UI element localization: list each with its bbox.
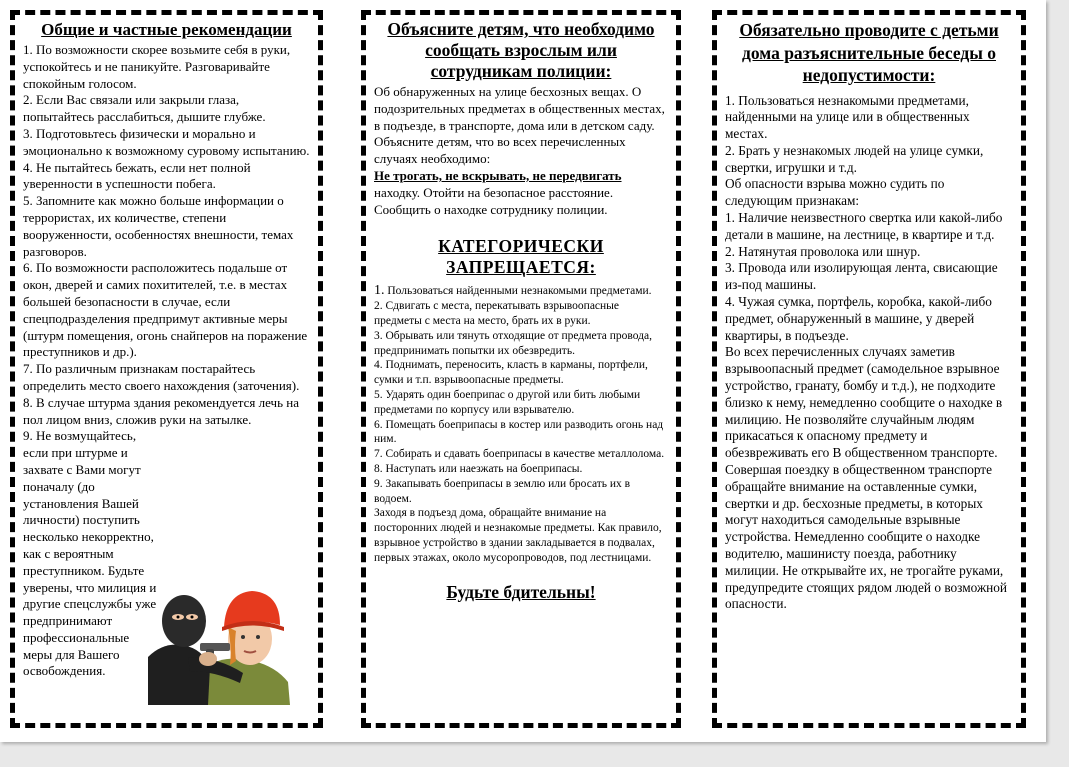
- panel-tell-children: [361, 10, 681, 728]
- terrorist-hand: [199, 652, 217, 666]
- emphasis-tail: находку. Отойти на безопасное расстояние. Сообщить о находке сотруднику полиции.: [374, 184, 614, 217]
- emphasis-text: Не трогать, не вскрывать, не передвигать: [374, 167, 622, 183]
- terrorist-pupil-right: [191, 616, 194, 619]
- forbidden-item: 7. Собирать и сдавать боеприпасы в качестве металлолома.: [374, 448, 665, 461]
- forbidden-item: 5. Ударять один боеприпас о другой или бить любыми предметами по корпусу или взрывателю.: [374, 388, 641, 416]
- conversation-item: 1. Пользоваться незнакомыми предметами, найденными на улице или в общественных местах.: [725, 92, 970, 142]
- forbidden-item: 2. Сдвигать с места, перекатывать взрывоопасные предметы с места на место, брать их в руки.: [374, 300, 620, 327]
- terrorist-body: [148, 645, 210, 706]
- recommendation-item: 8. В случае штурма здания рекомендуется лечь на пол лицом вниз, сложив руки на затылке.: [23, 394, 299, 427]
- forbidden-item: 9. Закапывать боеприпасы в землю или бросать их в водоем.: [374, 477, 631, 505]
- conversation-item: Во всех перечисленных случаях заметив взрывоопасный предмет (самодельное взрывное устройство, гранату, бомбу и т.д.), не подходите близко к нему, немедленно сообщите о находке в милицию. Не позволяйте случайным людям прикасаться к опасному предмету и обезвреживать его В общественном транспорте. Совершая поездку в общественном транспорте обращайте внимание на оставленные сумки, свертки и др. бесхозные предметы, в которых могут находиться самодельные взрывные устройства. Немедленно сообщите о находке водителю, машинисту поезда, работнику милиции. Не открывайте их, не трогайте руками, предупредите стоящих рядом людей о возможной опасности.: [725, 344, 1008, 612]
- conversation-item: 1. Наличие неизвестного свертка или какой-либо детали в машине, на лестнице, в квартире и т.д.: [725, 210, 1003, 242]
- recommendation-item: 4. Не пытайтесь бежать, если нет полной уверенности в успешности побега.: [23, 159, 251, 192]
- intro-paragraph: Об обнаруженных на улице бесхозных вещах. О подозрительных предметах в общественных местах, в подъезде, в транспорте, дома или в детском саду.: [374, 84, 665, 133]
- forbidden-list: [374, 284, 668, 565]
- panel-conversations: [712, 10, 1026, 728]
- intro-paragraph: Объясните детям, что во всех перечисленных случаях необходимо:: [374, 134, 626, 167]
- recommendation-item: 7. По различным признакам постарайтесь определить место своего нахождения (заточения).: [23, 361, 300, 393]
- terrorist-mask: [162, 595, 206, 647]
- be-vigilant-slogan: Будьте бдительны!: [446, 581, 596, 602]
- recommendation-item: 1. По возможности скорее возьмите себя в руки, успокойтесь и не паникуйте. Разговаривайте спокойным голосом.: [23, 42, 291, 91]
- conversations-list: [725, 93, 1013, 614]
- heading-general-recommendations: Общие и частные рекомендации: [41, 20, 292, 39]
- conversation-item: 2. Натянутая проволока или шнур.: [725, 243, 921, 259]
- conversation-item: 3. Провода или изолирующая лента, свисающие из-под машины.: [725, 260, 998, 293]
- closing-paragraph: Заходя в подъезд дома, обращайте внимание на посторонних людей и незнакомые предметы. Как правило, взрывное устройство в здании закладывается в подвалах, первых этажах, около мусоропроводов, под лестницами.: [374, 507, 662, 564]
- recommendation-item: 5. Запомните как можно больше информации о террористах, их количестве, степени вооруженности, особенностях внешности, темах разговоров.: [23, 193, 294, 259]
- forbidden-item: 4. Поднимать, переносить, класть в карманы, портфели, сумки и т.п. взрывоопасные предметы.: [374, 359, 648, 387]
- hostage-eye-right: [256, 635, 260, 639]
- recommendation-item: 2. Если Вас связали или закрыли глаза, попытайтесь расслабиться, дышите глубже.: [23, 92, 266, 125]
- recommendation-item: 6. По возможности расположитесь подальше от окон, дверей и самих похитителей, т.е. в местах большей безопасности в случае, если спецподразделения предпримут активные меры (штурм помещения, огонь снайперов на поражение преступников и др.).: [23, 260, 308, 360]
- forbidden-item: 8. Наступать или наезжать на боеприпасы.: [374, 462, 583, 475]
- general-recommendations-list: [23, 42, 310, 680]
- hostage-illustration: [148, 587, 292, 705]
- heading-conversations: Обязательно проводите с детьми дома разъяснительные беседы о недопустимости:: [739, 20, 999, 85]
- conversation-item: 2. Брать у незнакомых людей на улице сумки, свертки, игрушки и т.д.: [725, 142, 984, 175]
- heading-tell-children: Объясните детям, что необходимо сообщать взрослым или сотрудникам полиции:: [387, 19, 655, 81]
- forbidden-item-number: 1.: [374, 283, 385, 299]
- gun-barrel: [200, 643, 230, 651]
- hostage-eye-left: [241, 635, 245, 639]
- conversation-item: Об опасности взрыва можно судить по следующим признакам:: [725, 176, 945, 209]
- tell-children-text: [374, 84, 668, 218]
- terrorist-pupil-left: [177, 616, 180, 619]
- forbidden-item: 6. Помещать боеприпасы в костер или разводить огонь над ним.: [374, 418, 664, 446]
- emphasis-paragraph: [374, 168, 668, 218]
- forbidden-item: 3. Обрывать или тянуть отходящие от предмета провода, предпринимать попытки их обезвредить.: [374, 329, 652, 357]
- forbidden-item: [374, 284, 668, 299]
- forbidden-item-text: Пользоваться найденными незнакомыми предметами.: [384, 285, 652, 298]
- recommendation-item: 3. Подготовьтесь физически и морально и эмоционально к возможному суровому испытанию.: [23, 125, 310, 158]
- recommendation-item: 9. Не возмущайтесь, если при штурме и захвате с Вами могут поначалу (до установления Вашей личности) поступить несколько некорректно, как с вероятным преступником. Будьте уверены, что милиция и другие спецслужбы уже предпринимают профессиональные меры для Вашего освобождения.: [23, 428, 157, 679]
- conversation-item: 4. Чужая сумка, портфель, коробка, какой-либо предмет, обнаруженный в машине, у дверей квартиры, в подъезде.: [725, 294, 992, 343]
- heading-forbidden: КАТЕГОРИЧЕСКИ ЗАПРЕЩАЕТСЯ:: [438, 236, 604, 278]
